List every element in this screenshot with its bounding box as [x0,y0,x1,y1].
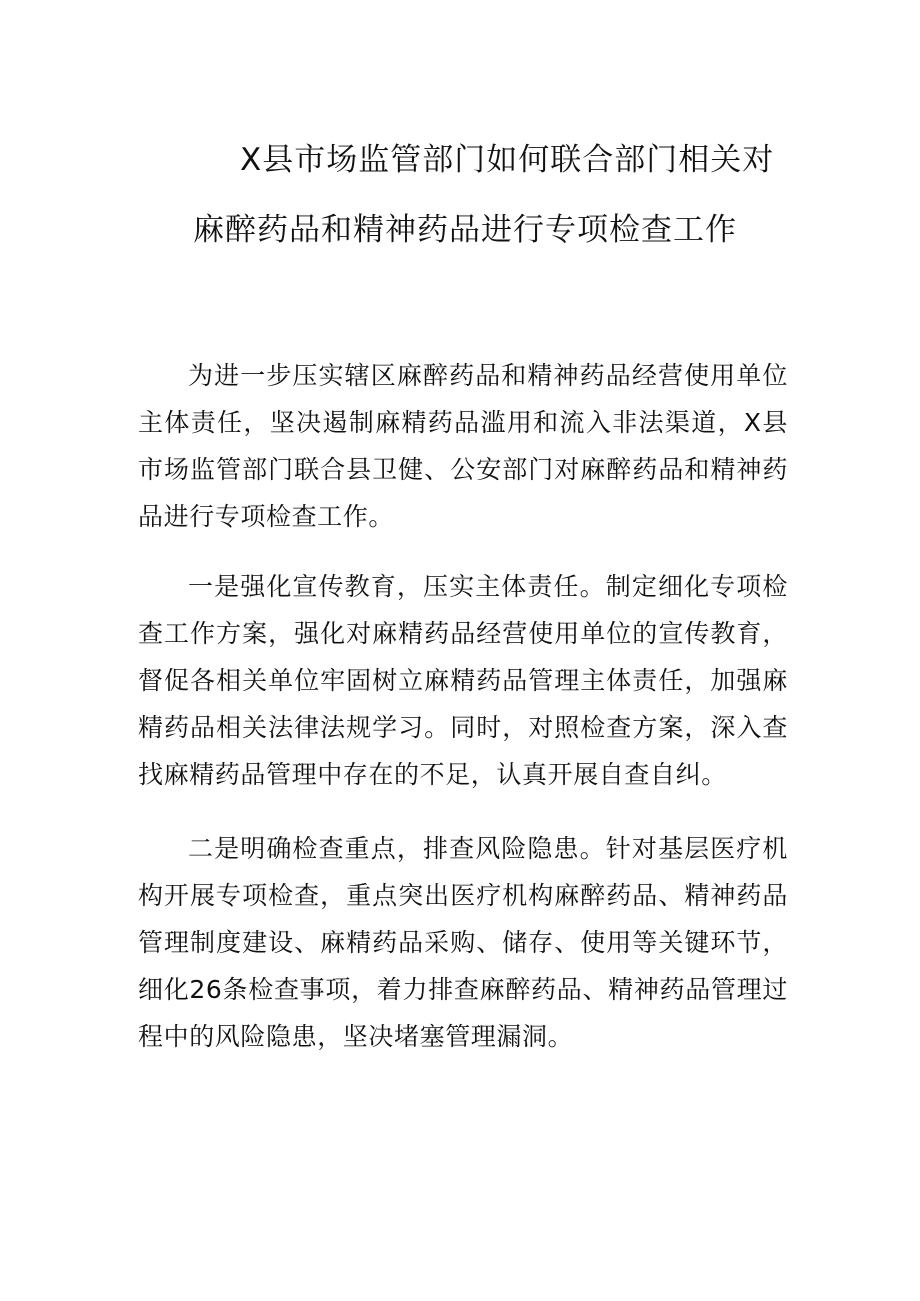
paragraph-publicity-education: 一是强化宣传教育，压实主体责任。制定细化专项检查工作方案，强化对麻精药品经营使用单位的宣传教育，督促各相关单位牢固树立麻精药品管理主体责任，加强麻精药品相关法律法规学习。同时，对照检查方案，深入查找麻精药品管理中存在的不足，认真开展自查自纠。 [138,572,788,789]
paragraph-inspection-focus: 二是明确检查重点，排查风险隐患。针对基层医疗机构开展专项检查，重点突出医疗机构麻醉药品、精神药品管理制度建设、麻精药品采购、储存、使用等关键环节，细化26条检查事项，着力排查麻醉药品、精神药品管理过程中的风险隐患，坚决堵塞管理漏洞。 [138,834,788,1051]
document-title-line-1: X县市场监管部门如何联合部门相关对 [240,142,775,178]
document-title-line-2: 麻醉药品和精神药品进行专项检查工作 [193,212,737,248]
paragraph-intro: 为进一步压实辖区麻醉药品和精神药品经营使用单位主体责任，坚决遏制麻精药品滥用和流入非法渠道，X县市场监管部门联合县卫健、公安部门对麻醉药品和精神药品进行专项检查工作。 [138,361,788,531]
